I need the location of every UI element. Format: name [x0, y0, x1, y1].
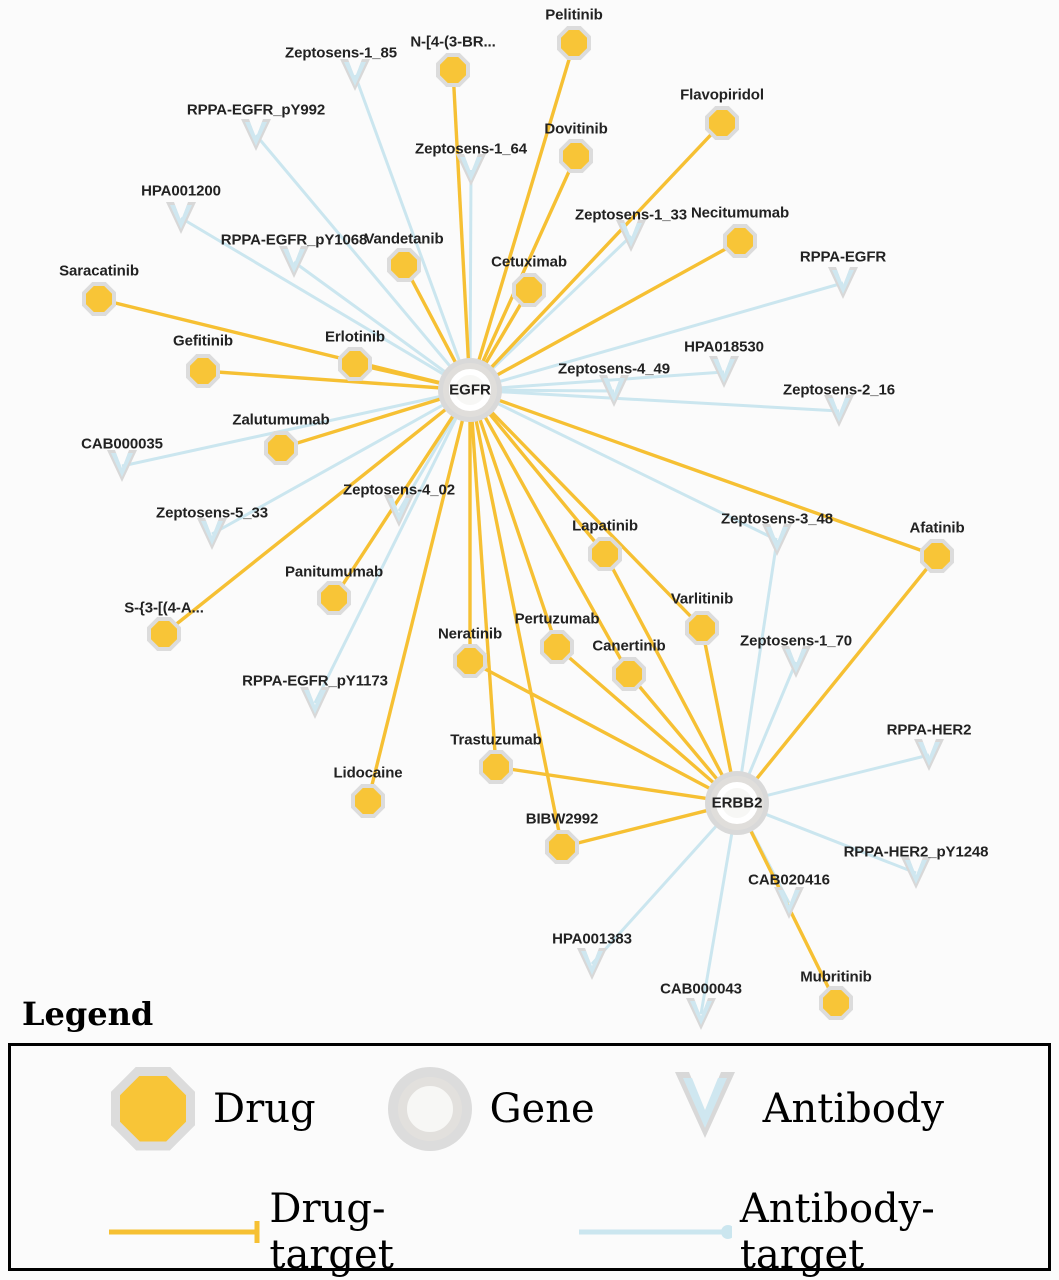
antibody-node-rppa_egfr_py1173[interactable] — [295, 684, 335, 722]
gene-label-EGFR: EGFR — [449, 381, 491, 399]
legend-item-antibody-target — [577, 1186, 1048, 1278]
drug-octagon-icon — [612, 657, 646, 691]
antibody-target-edge-icon — [577, 1217, 731, 1247]
antibody-chevron-icon — [236, 116, 276, 154]
antibody-label-rppa_egfr_py1068: RPPA-EGFR_pY1068 — [220, 231, 368, 249]
antibody-label-zeptosens_1_70: Zeptosens-1_70 — [740, 632, 852, 650]
legend-box — [8, 1043, 1051, 1278]
graph-edge — [702, 628, 731, 774]
legend-item-gene — [388, 1067, 595, 1151]
antibody-chevron-icon — [681, 995, 721, 1033]
drug-node-zalutumumab[interactable] — [264, 431, 298, 465]
drug-octagon-icon — [82, 282, 116, 316]
drug-label-mubritinib: Mubritinib — [800, 968, 872, 986]
drug-label-erlotinib: Erlotinib — [325, 328, 385, 346]
antibody-label-zeptosens_4_49: Zeptosens-4_49 — [558, 360, 670, 378]
antibody-node-rppa_egfr_py992[interactable] — [236, 116, 276, 154]
legend-label-drug-target: Drug-target — [269, 1186, 394, 1278]
drug-node-trastuzumab[interactable] — [479, 750, 513, 784]
antibody-label-rppa_egfr_py1173: RPPA-EGFR_pY1173 — [242, 672, 388, 690]
drug-octagon-icon — [819, 986, 853, 1020]
gene-circle-icon — [388, 1067, 472, 1151]
drug-octagon-icon — [557, 26, 591, 60]
antibody-chevron-icon — [295, 684, 335, 722]
antibody-label-hpa001383: HPA001383 — [552, 930, 632, 948]
antibody-label-zeptosens_3_48: Zeptosens-3_48 — [721, 510, 833, 528]
graph-edge — [479, 43, 574, 361]
legend-label-drug: Drug — [213, 1085, 316, 1132]
drug-label-pertuzumab: Pertuzumab — [514, 610, 600, 628]
drug-label-lidocaine: Lidocaine — [333, 764, 403, 782]
graph-edge — [742, 540, 777, 773]
drug-label-necitumumab: Necitumumab — [690, 204, 790, 222]
drug-octagon-icon — [436, 53, 470, 87]
drug-octagon-icon — [723, 224, 757, 258]
antibody-node-hpa001200[interactable] — [161, 199, 201, 237]
drug-octagon-icon — [387, 248, 421, 282]
drug-octagon-icon — [186, 354, 220, 388]
antibody-chevron-icon — [665, 1064, 745, 1153]
antibody-node-hpa001383[interactable] — [572, 945, 612, 983]
drug-octagon-icon — [540, 630, 574, 664]
antibody-chevron-icon — [161, 199, 201, 237]
drug-octagon-icon — [111, 1067, 195, 1151]
legend-label-antibody: Antibody — [762, 1085, 945, 1132]
graph-edge — [766, 755, 929, 796]
graph-edge — [453, 70, 468, 360]
drug-octagon-icon — [264, 431, 298, 465]
drug-node-canertinib[interactable] — [612, 657, 646, 691]
antibody-chevron-icon — [704, 353, 744, 391]
legend-label-antibody-target: Antibody-target — [739, 1186, 935, 1278]
antibody-chevron-icon — [909, 736, 949, 774]
gene-label-ERBB2: ERBB2 — [711, 794, 763, 812]
antibody-label-rppa_her2_py1248: RPPA-HER2_pY1248 — [843, 843, 989, 861]
drug-label-s3_4a: S-{3-[(4-A... — [124, 599, 204, 617]
antibody-chevron-icon — [335, 56, 375, 94]
antibody-label-zeptosens_1_85: Zeptosens-1_85 — [285, 44, 397, 62]
antibody-label-cab020416: CAB020416 — [748, 871, 830, 889]
legend-label-gene: Gene — [489, 1085, 595, 1132]
drug-node-mubritinib[interactable] — [819, 986, 853, 1020]
drug-node-pertuzumab[interactable] — [540, 630, 574, 664]
legend-item-drug — [111, 1067, 316, 1151]
antibody-label-cab000035: CAB000035 — [81, 435, 163, 453]
antibody-node-zeptosens_4_49[interactable] — [594, 372, 634, 410]
drug-label-saracatinib: Saracatinib — [59, 262, 139, 280]
antibody-node-rppa_egfr_py1068[interactable] — [274, 243, 314, 281]
antibody-label-rppa_her2: RPPA-HER2 — [886, 721, 972, 739]
drug-node-s3_4a[interactable] — [147, 617, 181, 651]
drug-label-panitumumab: Panitumumab — [284, 563, 384, 581]
drug-label-gefitinib: Gefitinib — [173, 332, 233, 350]
antibody-node-cab020416[interactable] — [769, 884, 809, 922]
drug-octagon-icon — [545, 830, 579, 864]
legend-shapes-row — [11, 1064, 1048, 1153]
drug-node-n4_3br[interactable] — [436, 53, 470, 87]
antibody-node-rppa_her2[interactable] — [909, 736, 949, 774]
drug-node-flavopiridol[interactable] — [705, 106, 739, 140]
drug-node-varlitinib[interactable] — [685, 611, 719, 645]
drug-node-pelitinib[interactable] — [557, 26, 591, 60]
drug-node-lidocaine[interactable] — [351, 784, 385, 818]
graph-edge — [472, 420, 496, 767]
antibody-node-hpa018530[interactable] — [704, 353, 744, 391]
drug-node-necitumumab[interactable] — [723, 224, 757, 258]
graph-edge — [315, 417, 457, 703]
antibody-label-zeptosens_2_16: Zeptosens-2_16 — [783, 381, 895, 399]
legend-item-drug-target — [107, 1186, 501, 1278]
antibody-label-rppa_egfr_py992: RPPA-EGFR_pY992 — [186, 101, 326, 119]
antibody-label-cab000043: CAB000043 — [660, 980, 742, 998]
drug-octagon-icon — [685, 611, 719, 645]
drug-label-zalutumumab: Zalutumumab — [232, 411, 330, 429]
drug-label-lapatinib: Lapatinib — [572, 517, 638, 535]
antibody-label-rppa_egfr: RPPA-EGFR — [799, 248, 887, 266]
drug-label-cetuximab: Cetuximab — [491, 253, 567, 271]
drug-node-erlotinib[interactable] — [338, 347, 372, 381]
antibody-node-cab000043[interactable] — [681, 995, 721, 1033]
graph-edge — [499, 283, 843, 382]
drug-octagon-icon — [338, 347, 372, 381]
drug-node-vandetanib[interactable] — [387, 248, 421, 282]
drug-label-canertinib: Canertinib — [592, 637, 666, 655]
antibody-label-zeptosens_1_33: Zeptosens-1_33 — [575, 206, 687, 224]
drug-node-saracatinib[interactable] — [82, 282, 116, 316]
graph-edge — [491, 120, 722, 368]
drug-label-afatinib: Afatinib — [909, 519, 965, 537]
antibody-chevron-icon — [102, 447, 142, 485]
drug-octagon-icon — [479, 750, 513, 784]
drug-target-edge-icon — [107, 1217, 261, 1247]
drug-node-gefitinib[interactable] — [186, 354, 220, 388]
drug-label-neratinib: Neratinib — [437, 625, 503, 643]
drug-label-bibw2992: BIBW2992 — [525, 810, 599, 828]
antibody-chevron-icon — [274, 243, 314, 281]
graph-edge — [498, 400, 937, 556]
drug-octagon-icon — [351, 784, 385, 818]
antibody-label-zeptosens_5_33: Zeptosens-5_33 — [156, 504, 268, 522]
antibody-chevron-icon — [594, 372, 634, 410]
drug-label-trastuzumab: Trastuzumab — [450, 731, 542, 749]
drug-octagon-icon — [705, 106, 739, 140]
drug-node-neratinib[interactable] — [453, 644, 487, 678]
antibody-node-rppa_egfr[interactable] — [823, 264, 863, 302]
antibody-label-zeptosens_1_64: Zeptosens-1_64 — [415, 140, 527, 158]
drug-octagon-icon — [512, 273, 546, 307]
antibody-chevron-icon — [572, 945, 612, 983]
drug-octagon-icon — [588, 537, 622, 571]
drug-octagon-icon — [559, 139, 593, 173]
antibody-node-cab000035[interactable] — [102, 447, 142, 485]
drug-octagon-icon — [147, 617, 181, 651]
drug-octagon-icon — [317, 581, 351, 615]
drug-node-bibw2992[interactable] — [545, 830, 579, 864]
drug-node-afatinib[interactable] — [920, 539, 954, 573]
antibody-label-hpa001200: HPA001200 — [141, 182, 221, 200]
drug-node-lapatinib[interactable] — [588, 537, 622, 571]
legend-item-antibody — [665, 1064, 944, 1153]
antibody-label-zeptosens_4_02: Zeptosens-4_02 — [343, 481, 455, 499]
graph-edge — [470, 170, 471, 360]
legend-title: Legend — [22, 995, 154, 1033]
antibody-chevron-icon — [823, 264, 863, 302]
drug-label-dovitinib: Dovitinib — [544, 120, 608, 138]
antibody-chevron-icon — [769, 884, 809, 922]
antibody-node-zeptosens_1_85[interactable] — [335, 56, 375, 94]
drug-label-pelitinib: Pelitinib — [545, 6, 603, 24]
drug-node-panitumumab[interactable] — [317, 581, 351, 615]
legend-edges-row — [11, 1186, 1048, 1278]
drug-octagon-icon — [453, 644, 487, 678]
drug-label-flavopiridol: Flavopiridol — [680, 86, 764, 104]
drug-label-n4_3br: N-[4-(3-BR... — [410, 33, 496, 51]
drug-label-varlitinib: Varlitinib — [670, 590, 734, 608]
drug-node-dovitinib[interactable] — [559, 139, 593, 173]
drug-octagon-icon — [920, 539, 954, 573]
drug-node-cetuximab[interactable] — [512, 273, 546, 307]
drug-label-vandetanib: Vandetanib — [364, 230, 444, 248]
antibody-label-hpa018530: HPA018530 — [684, 338, 764, 356]
